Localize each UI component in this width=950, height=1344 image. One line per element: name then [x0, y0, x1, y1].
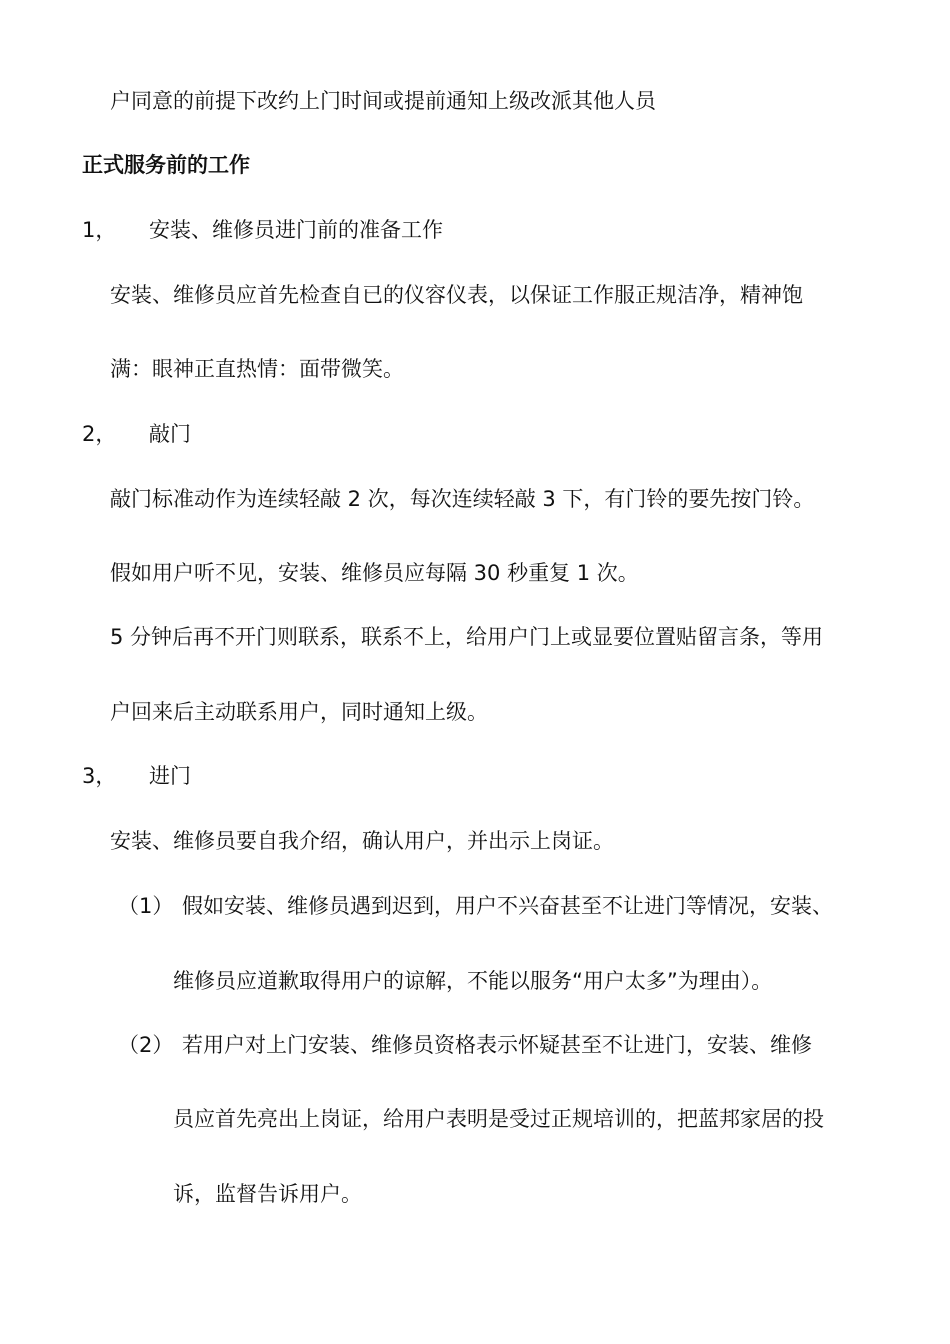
subitem-marker: （2）	[118, 1033, 174, 1057]
paragraph-line: 敲门标准动作为连续轻敲 2 次，每次连续轻敲 3 下，有门铃的要先按门铃。	[110, 487, 815, 511]
section-heading: 正式服务前的工作	[82, 153, 250, 177]
item-title: 进门	[149, 764, 191, 788]
paragraph-line: 户回来后主动联系用户，同时通知上级。	[110, 700, 488, 724]
subitem-line: 若用户对上门安装、维修员资格表示怀疑甚至不让进门，安装、维修	[182, 1033, 812, 1057]
subitem-line: 员应首先亮出上岗证，给用户表明是受过正规培训的，把蓝邦家居的投	[173, 1107, 824, 1131]
paragraph-line: 5 分钟后再不开门则联系，联系不上，给用户门上或显要位置贴留言条，等用	[110, 625, 824, 649]
paragraph-line: 安装、维修员要自我介绍，确认用户，并出示上岗证。	[110, 829, 614, 853]
item-title: 安装、维修员进门前的准备工作	[149, 218, 443, 242]
paragraph-line: 满：眼神正直热情：面带微笑。	[110, 357, 404, 381]
paragraph-line: 安装、维修员应首先检查自已的仪容仪表，以保证工作服正规洁净，精神饱	[110, 283, 803, 307]
item-number: 2，	[82, 422, 117, 446]
item-number: 1，	[82, 218, 117, 242]
continuation-line: 户同意的前提下改约上门时间或提前通知上级改派其他人员	[110, 89, 656, 113]
paragraph-line: 假如用户听不见，安装、维修员应每隔 30 秒重复 1 次。	[110, 561, 639, 585]
item-number: 3，	[82, 764, 117, 788]
item-title: 敲门	[149, 422, 191, 446]
subitem-marker: （1）	[118, 894, 174, 918]
subitem-line: 诉，监督告诉用户。	[173, 1182, 362, 1206]
subitem-line: 假如安装、维修员遇到迟到，用户不兴奋甚至不让进门等情况，安装、	[182, 894, 833, 918]
subitem-line: 维修员应道歉取得用户的谅解，不能以服务“用户太多”为理由）。	[173, 969, 773, 993]
